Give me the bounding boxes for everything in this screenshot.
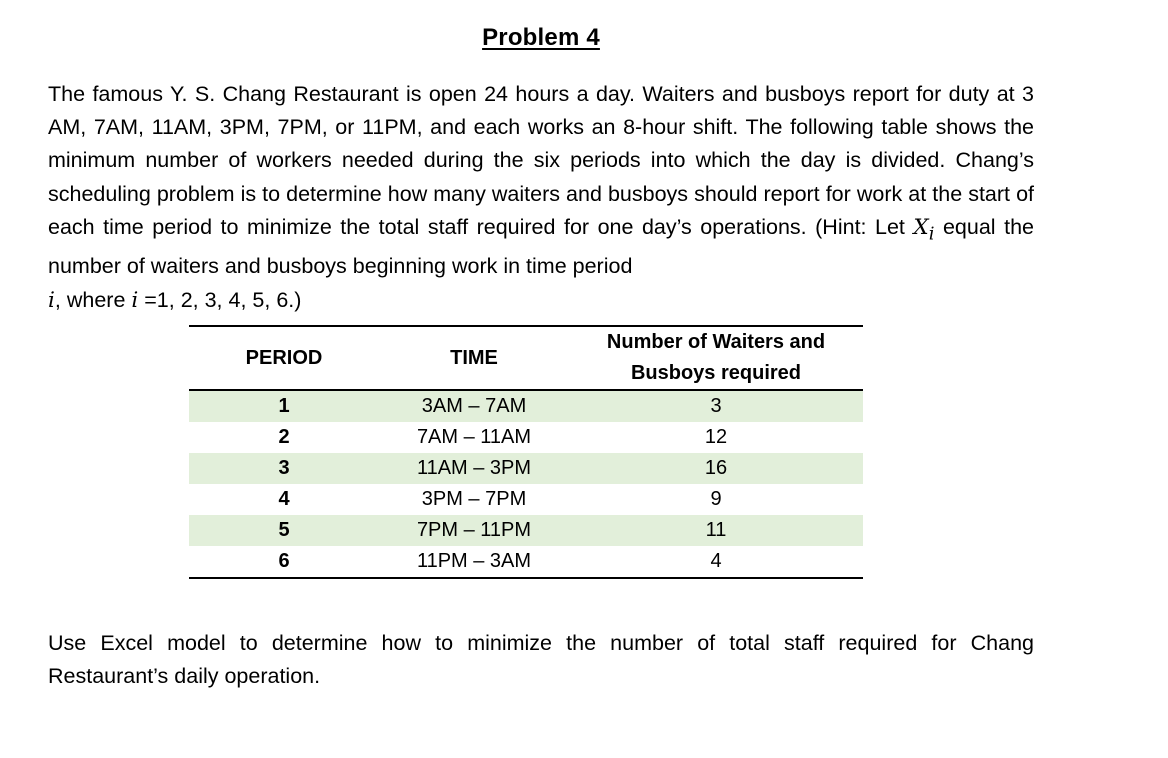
problem-statement bbox=[48, 78, 1034, 317]
cell-required: 12 bbox=[704, 426, 728, 448]
variable-x-letter: X bbox=[913, 214, 929, 240]
cell-time: 11AM – 3PM bbox=[379, 453, 569, 484]
variable-i-2: i bbox=[131, 287, 139, 313]
header-period: PERIOD bbox=[189, 326, 379, 390]
header-required-line2: Busboys required bbox=[630, 362, 802, 384]
cell-time: 7AM – 11AM bbox=[416, 426, 532, 448]
statement-text-2: equal the number of waiters and busboys beginning work in time period bbox=[48, 214, 1034, 279]
cell-time: 7PM – 11PM bbox=[379, 515, 569, 546]
table-header-row bbox=[189, 326, 863, 390]
staffing-table bbox=[189, 325, 863, 579]
variable-i: i bbox=[48, 287, 55, 313]
cell-period: 4 bbox=[278, 488, 290, 510]
statement-text-3: , where bbox=[54, 287, 132, 312]
table-row bbox=[189, 390, 863, 422]
table-row bbox=[189, 515, 863, 546]
cell-time: 3AM – 7AM bbox=[379, 390, 569, 422]
statement-text-4: =1, 2, 3, 4, 5, 6.) bbox=[138, 287, 302, 312]
cell-required: 11 bbox=[569, 515, 863, 546]
cell-time: 3PM – 7PM bbox=[421, 488, 527, 510]
cell-time: 11PM – 3AM bbox=[379, 546, 569, 578]
header-required bbox=[569, 326, 863, 390]
table-row bbox=[189, 546, 863, 578]
cell-period: 2 bbox=[278, 426, 290, 448]
cell-period: 6 bbox=[189, 546, 379, 578]
task-statement: Use Excel model to determine how to minimize the number of total staff required for Chang Restaurant’s daily operation. bbox=[48, 631, 1034, 689]
cell-period: 1 bbox=[189, 390, 379, 422]
table-row bbox=[189, 453, 863, 484]
statement-text: The famous Y. S. Chang Restaurant is open 24 hours a day. Waiters and busboys report for duty at 3 AM, 7AM, 11AM, 3PM, 7PM, or 11PM, and each works an 8-hour shift. The following table shows the minimum number of workers needed during the six periods into which the day is divided. Chang’s scheduling problem is to determine how many waiters and busboys should report for work at the start of each time period to minimize the total staff required for one day’s operations. (Hint: Let bbox=[48, 82, 1034, 239]
cell-required: 3 bbox=[569, 390, 863, 422]
table-row bbox=[189, 422, 863, 453]
header-time: TIME bbox=[379, 326, 569, 390]
cell-period: 5 bbox=[189, 515, 379, 546]
table-row bbox=[189, 484, 863, 515]
variable-x-subscript: i bbox=[928, 223, 935, 245]
header-required-line1: Number of Waiters and bbox=[606, 331, 826, 353]
cell-required: 4 bbox=[569, 546, 863, 578]
variable-x bbox=[913, 214, 935, 245]
cell-required: 9 bbox=[710, 488, 722, 510]
cell-period: 3 bbox=[189, 453, 379, 484]
cell-required: 16 bbox=[569, 453, 863, 484]
page-title: Problem 4 bbox=[482, 24, 600, 51]
